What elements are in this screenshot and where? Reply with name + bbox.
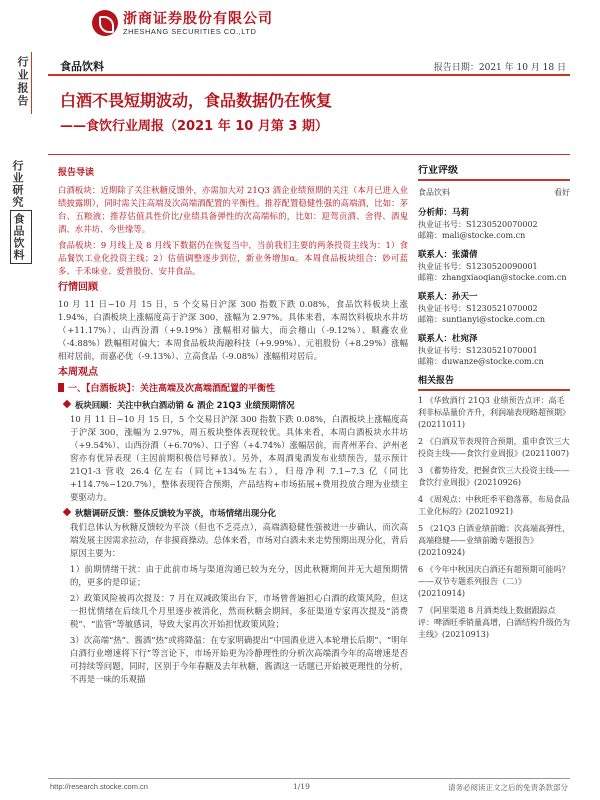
related-report-item[interactable]: 3 《蓄势待发，把握食饮三大投资主线——食饮行业周报》(20210926): [418, 466, 570, 487]
analyst-name: 联系人：杜宛泽: [418, 334, 478, 344]
section-marker-icon: [58, 383, 64, 392]
analyst-name: 分析师：马莉: [418, 208, 470, 218]
report-date: 报告日期：2021 年 10 月 18 日: [433, 63, 566, 73]
views-heading: 本周观点: [58, 367, 98, 378]
page-footer: [48, 778, 570, 794]
company-name-cn: 浙商证券股份有限公司: [123, 10, 273, 27]
analyst-email[interactable]: 邮箱：duwanze@stocke.com.cn: [418, 357, 544, 366]
views-subheading-liquor: 一、【白酒板块】：关注高端及次高端酒配置的平衡性: [58, 383, 408, 396]
point-1-body: 10 月 11 日~10 月 15 日，5 个交易日沪深 300 指数下跌 0.08%，白酒板块上涨幅度高于沪深 300，涨幅为 2.97%，周五板块整体表现较优。具体来看，本周白酒板块水井坊（+9.54%）、山西汾酒（+6.70%）、口子窖（+4.74%）涨幅居前，而青州茅台、泸州老窖亦有优异表现（主因前期积极信号释放）。另外，本周酒鬼酒发布业绩预告，显示预计 21Q1-3 营收 26.4 亿左右（同比+134%左右），归母净利 7.1~7.3 亿（同比+114.7%~120.7%），整体表现符合预期，产品结构+市场拓展+费用投放合理为业绩主要驱动力。: [70, 414, 408, 502]
point-2-item-2: 2）政策风险被再次提及：7 月在双减政策出台下，市场曾普遍担心白酒的政策风险，但这一担忧情绪在后续几个月里逐步被消化，然而秋糖会期间，多征渠道专家再次提及“消费税”、“监管”等敏感词，导致大家再次开始担忧政策风险；: [70, 593, 408, 629]
title-divider: [48, 154, 570, 155]
analyst-name: 联系人：孙天一: [418, 292, 478, 302]
related-report-item[interactable]: 7 《阿里渠道 8 月酒类线上数据跟踪点评：啤酒旺季销量高增，白酒结构升级仍为主线》(20210913): [418, 606, 570, 639]
rating-heading: 行业评级: [418, 165, 570, 181]
review-heading: 行情回顾: [58, 282, 98, 293]
footer-disclaimer: 请务必阅读正文之后的免责条款部分: [448, 783, 568, 792]
title-block: [48, 90, 570, 146]
sector-label: 食品饮料: [60, 60, 104, 73]
analyst-cert: 执业证书号：S1230520090001: [418, 262, 538, 271]
side-tab-report-type: [10, 52, 32, 114]
point-2-body: 我们总体认为秋糖反馈较为平淡（但也不乏亮点），高端酒稳健性强被进一步确认，而次高端发展主因需求拉动，存非摸商操动。总体来看，市场对白酒未来走势预期出现分化，背后原因主要为：: [70, 522, 408, 558]
side-category-research: 行业研究: [11, 160, 24, 208]
related-report-item[interactable]: 6 《今年中秋国庆白酒还有超预期可能吗？——双节专题系列报告（二）》(20210914): [418, 565, 570, 598]
rating-row: [418, 187, 570, 198]
analyst-card: [418, 208, 570, 241]
company-name-en: ZHESHANG SECURITIES CO.,LTD: [123, 26, 257, 36]
diamond-bullet-icon: [63, 400, 71, 408]
guide-food: 食品板块：9 月线上及 8 月线下数据仍在恢复当中，当前我们主要的两条投资主线为：1）食品餐饮工业化投资主线；2）估值调整逐步到位，新业务增加α。本周食品板块组合：妙可蓝多、千禾味业、爱普股份、安井食品。: [58, 240, 408, 276]
analyst-card: [418, 250, 570, 283]
analyst-email[interactable]: 邮箱：suntianyi@stocke.com.cn: [418, 315, 545, 324]
guide-heading: 报告导读: [58, 168, 95, 178]
rating-sector: 食品饮料: [418, 188, 450, 197]
report-title: 白酒不畏短期波动，食品数据仍在恢复: [60, 91, 333, 110]
analyst-cert: 执业证书号：S1230521070002: [418, 304, 538, 313]
guide-liquor: 白酒板块：近期除了关注秋糖反馈外，亦需加大对 21Q3 酒企业绩预期的关注（本月已进入业绩披露期），同时需关注高端及次高端酒配置的平衡性。推荐配置稳健性强的高端酒，比如：茅台、五粮液；推荐估值具性价比/业绩具备弹性的次高端标的，比如：迎驾贡酒、舍得、酒鬼酒、水井坊、今世缘等。: [58, 185, 408, 234]
analyst-name: 联系人：张潇倩: [418, 250, 478, 260]
diamond-bullet-icon: [63, 508, 71, 516]
rating-value: 看好: [554, 188, 570, 197]
side-category-sector: 食品饮料: [12, 213, 25, 261]
company-logo: [92, 10, 273, 36]
side-category: [10, 160, 32, 264]
related-report-item[interactable]: 2 《白酒双节表现符合预期，重申食饮三大投资主线——食饮行业周报》(20211007): [418, 437, 570, 458]
point-2-item-1: 1）前期情绪干扰：由于此前市场与渠道沟通已较为充分，因此秋糖期间并无大超预期情的，更多的是印证；: [70, 564, 408, 587]
analyst-card: [418, 334, 570, 367]
footer-url[interactable]: http://research.stocke.com.cn: [50, 782, 148, 791]
page-number: 1/19: [293, 782, 310, 791]
review-body: 10 月 11 日~10 月 15 日，5 个交易日沪深 300 指数下跌 0.08%，食品饮料板块上涨 1.94%，白酒板块上涨幅度高于沪深 300，涨幅为 2.97%。具体来看，本周饮料板块水井坊（+11.17%）、山西汾酒（+9.19%）涨幅相对偏大，而会稽山（-9.12%）、顺鑫农业（-4.88%）跌幅相对偏大；本周食品板块海融科技（+9.99%）、元祖股份（+8.29%）涨幅相对居前，而嘉必优（-9.13%）、立高食品（-9.08%）涨幅相对居后。: [58, 299, 408, 361]
side-tab-text: 行业报告: [16, 56, 29, 108]
point-2-item-3: 3）次高端“热”、酱酒“热”或将降温：在专家明确提出“中国酒业进入本轮增长后期”、“明年白酒行业增速将下行”等言论下，市场开始更为冷静理性的分析次高端酒今年的高增速是否可持续等问题，同时，区别于今年春糖及去年秋糖，酱酒这一话题已开始被更理性的分析，不再是一味的乐观描: [70, 635, 408, 684]
analyst-email[interactable]: 邮箱：mali@stocke.com.cn: [418, 231, 526, 240]
related-report-item[interactable]: 5 《21Q3 白酒业绩前瞻：次高端高弹性，高端稳健——业绩前瞻专题报告》(20210924): [418, 524, 570, 557]
related-reports-heading: 相关报告: [418, 376, 570, 391]
report-subtitle: ——食饮行业周报（2021 年 10 月第 3 期）: [60, 119, 328, 134]
company-logo-icon: [92, 10, 118, 36]
analyst-cert: 执业证书号：S1230520070002: [418, 220, 538, 229]
related-report-item[interactable]: 4 《周观点：中秋旺季平稳落幕，布局食品工业化标的》(20210921): [418, 495, 570, 516]
related-report-item[interactable]: 1 《华致酒行 21Q3 业绩预告点评：高毛利非标品量价齐升，利润端表现略超预期》(20211011): [418, 396, 570, 429]
analyst-cert: 执业证书号：S1230521070001: [418, 346, 538, 355]
sidebar: [418, 165, 570, 770]
analyst-email[interactable]: 邮箱：zhangxiaoqian@stocke.com.cn: [418, 273, 567, 282]
point-2-heading: 秋糖调研反馈：整体反馈较为平淡，市场情绪出现分化: [64, 507, 408, 520]
header-bar: [48, 50, 570, 76]
point-1-heading: 板块回顾：关注中秋白酒动销 & 酒企 21Q3 业绩预期情况: [64, 399, 408, 412]
main-content: [58, 165, 408, 770]
analyst-card: [418, 292, 570, 325]
